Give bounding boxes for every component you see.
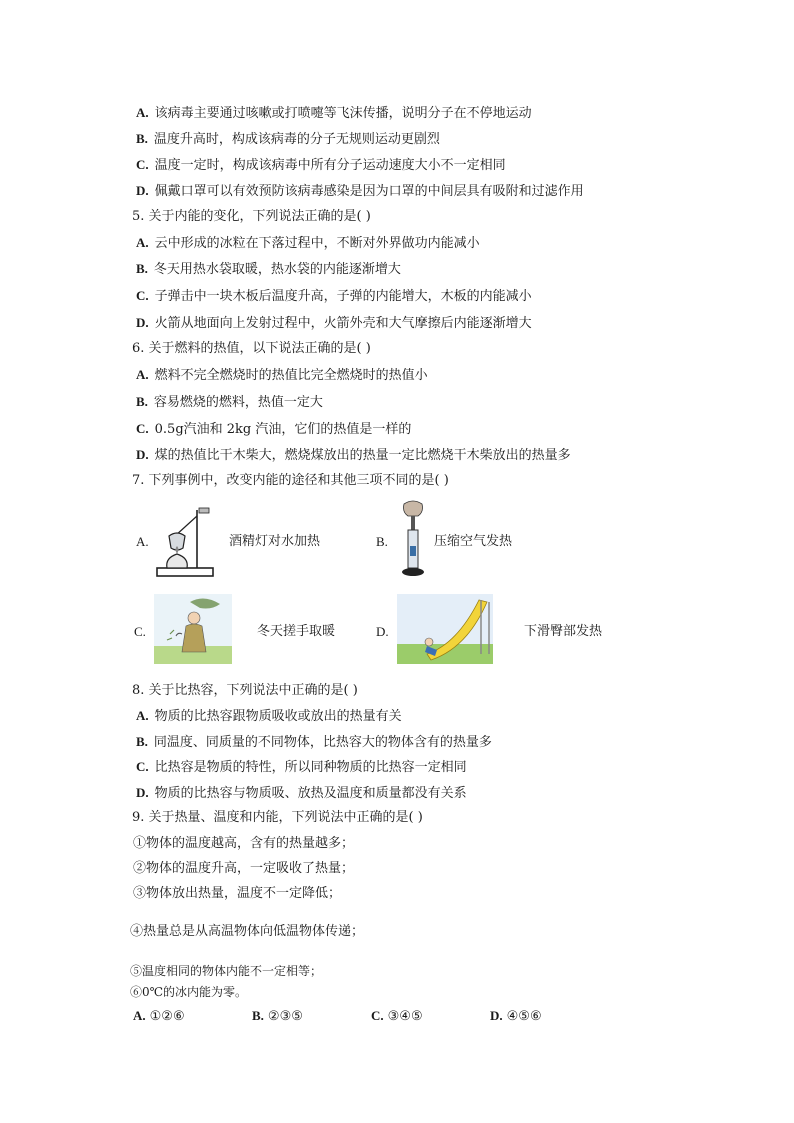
q8-stem: 8. 关于比热容，下列说法中正确的是( ) (132, 683, 358, 698)
q7-figure-a-key: A. (136, 534, 149, 549)
option-key: D. (136, 447, 149, 462)
q9-statement-5: ⑤温度相同的物体内能不一定相等； (130, 964, 323, 978)
q9-choice-a (133, 1008, 185, 1025)
q7-figure-c-caption: 冬天搓手取暖 (257, 624, 336, 639)
rubbing-hands-illustration (154, 594, 232, 664)
q7-figure-c-key: C. (134, 624, 146, 639)
choice-text: ③④⑤ (387, 1009, 423, 1024)
q9-statement-4: ④热量总是从高温物体向低温物体传递； (130, 924, 365, 939)
q9-choice-d (490, 1008, 542, 1025)
option-key: C. (136, 759, 149, 774)
q5-option-d (136, 315, 532, 332)
option-text: 该病毒主要通过咳嗽或打喷嚏等飞沫传播，说明分子在不停地运动 (154, 106, 532, 121)
q6-option-c (136, 421, 411, 438)
choice-key: B. (252, 1008, 264, 1023)
option-key: A. (136, 708, 149, 723)
q5-option-c (136, 288, 532, 305)
option-key: C. (136, 288, 149, 303)
option-text: 云中形成的冰粒在下落过程中，不断对外界做功内能减小 (154, 236, 480, 251)
choice-text: ④⑤⑥ (506, 1009, 542, 1024)
option-text: 火箭从地面向上发射过程中，火箭外壳和大气摩擦后内能逐渐增大 (154, 316, 532, 331)
choice-key: A. (133, 1008, 146, 1023)
option-text: 子弹击中一块木板后温度升高，子弹的内能增大，木板的内能减小 (154, 289, 532, 304)
q7-figure-a-caption: 酒精灯对水加热 (229, 534, 321, 549)
q6-option-d (136, 447, 571, 464)
option-text: 容易燃烧的燃料，热值一定大 (153, 395, 323, 410)
option-key: A. (136, 367, 149, 382)
option-text: 燃料不完全燃烧时的热值比完全燃烧时的热值小 (154, 368, 428, 383)
q9-choice-b (252, 1008, 303, 1025)
option-key: D. (136, 785, 149, 800)
q7-figure-d-key: D. (376, 624, 389, 639)
alcohol-lamp-illustration (155, 502, 217, 578)
q4-option-b (136, 131, 440, 148)
option-text: 物质的比热容与物质吸、放热及温度和质量都没有关系 (154, 786, 467, 801)
q8-option-c (136, 759, 467, 776)
q9-choice-c (371, 1008, 423, 1025)
q9-statement-6: ⑥0℃的冰内能为零。 (130, 985, 248, 999)
q4-option-a (136, 105, 532, 122)
choice-key: C. (371, 1008, 384, 1023)
q4-option-c (136, 157, 506, 174)
option-key: D. (136, 183, 149, 198)
option-text: 冬天用热水袋取暖，热水袋的内能逐渐增大 (153, 262, 401, 277)
q5-option-b (136, 261, 401, 278)
option-key: C. (136, 421, 149, 436)
q7-stem: 7. 下列事例中，改变内能的途径和其他三项不同的是( ) (132, 473, 449, 488)
option-key: A. (136, 105, 149, 120)
option-text: 温度升高时，构成该病毒的分子无规则运动更剧烈 (153, 132, 440, 147)
option-text: 佩戴口罩可以有效预防该病毒感染是因为口罩的中间层具有吸附和过滤作用 (154, 184, 584, 199)
option-text: 同温度、同质量的不同物体，比热容大的物体含有的热量多 (153, 735, 492, 750)
q5-stem: 5. 关于内能的变化，下列说法正确的是( ) (132, 209, 371, 224)
slide-illustration (397, 594, 493, 664)
q9-statement-1: ①物体的温度越高，含有的热量越多； (133, 836, 355, 851)
q8-option-a (136, 708, 402, 725)
option-text: 煤的热值比干木柴大，燃烧煤放出的热量一定比燃烧干木柴放出的热量多 (154, 448, 571, 463)
option-text: 物质的比热容跟物质吸收或放出的热量有关 (154, 709, 402, 724)
option-key: B. (136, 131, 148, 146)
q8-option-b (136, 734, 492, 751)
option-text: 0.5g汽油和 2kg 汽油，它们的热值是一样的 (154, 422, 412, 437)
q6-stem: 6. 关于燃料的热值，以下说法正确的是( ) (132, 341, 371, 356)
q5-option-a (136, 235, 480, 252)
option-key: A. (136, 235, 149, 250)
option-key: C. (136, 157, 149, 172)
q7-figure-b-caption: 压缩空气发热 (434, 534, 513, 549)
choice-text: ①②⑥ (149, 1009, 185, 1024)
q8-option-d (136, 785, 467, 802)
q7-figure-b-key: B. (376, 534, 388, 549)
q9-statement-2: ②物体的温度升高，一定吸收了热量； (133, 861, 355, 876)
option-text: 温度一定时，构成该病毒中所有分子运动速度大小不一定相同 (154, 158, 506, 173)
q9-stem: 9. 关于热量、温度和内能，下列说法中正确的是( ) (132, 810, 423, 825)
option-key: B. (136, 734, 148, 749)
option-key: D. (136, 315, 149, 330)
q6-option-a (136, 367, 428, 384)
option-key: B. (136, 261, 148, 276)
q4-option-d (136, 183, 584, 200)
q7-figure-d-caption: 下滑臀部发热 (524, 624, 603, 639)
option-key: B. (136, 394, 148, 409)
choice-key: D. (490, 1008, 503, 1023)
air-compression-illustration (398, 500, 428, 580)
q9-statement-3: ③物体放出热量，温度不一定降低； (133, 886, 342, 901)
choice-text: ②③⑤ (267, 1009, 303, 1024)
option-text: 比热容是物质的特性，所以同种物质的比热容一定相同 (154, 760, 467, 775)
q6-option-b (136, 394, 323, 411)
